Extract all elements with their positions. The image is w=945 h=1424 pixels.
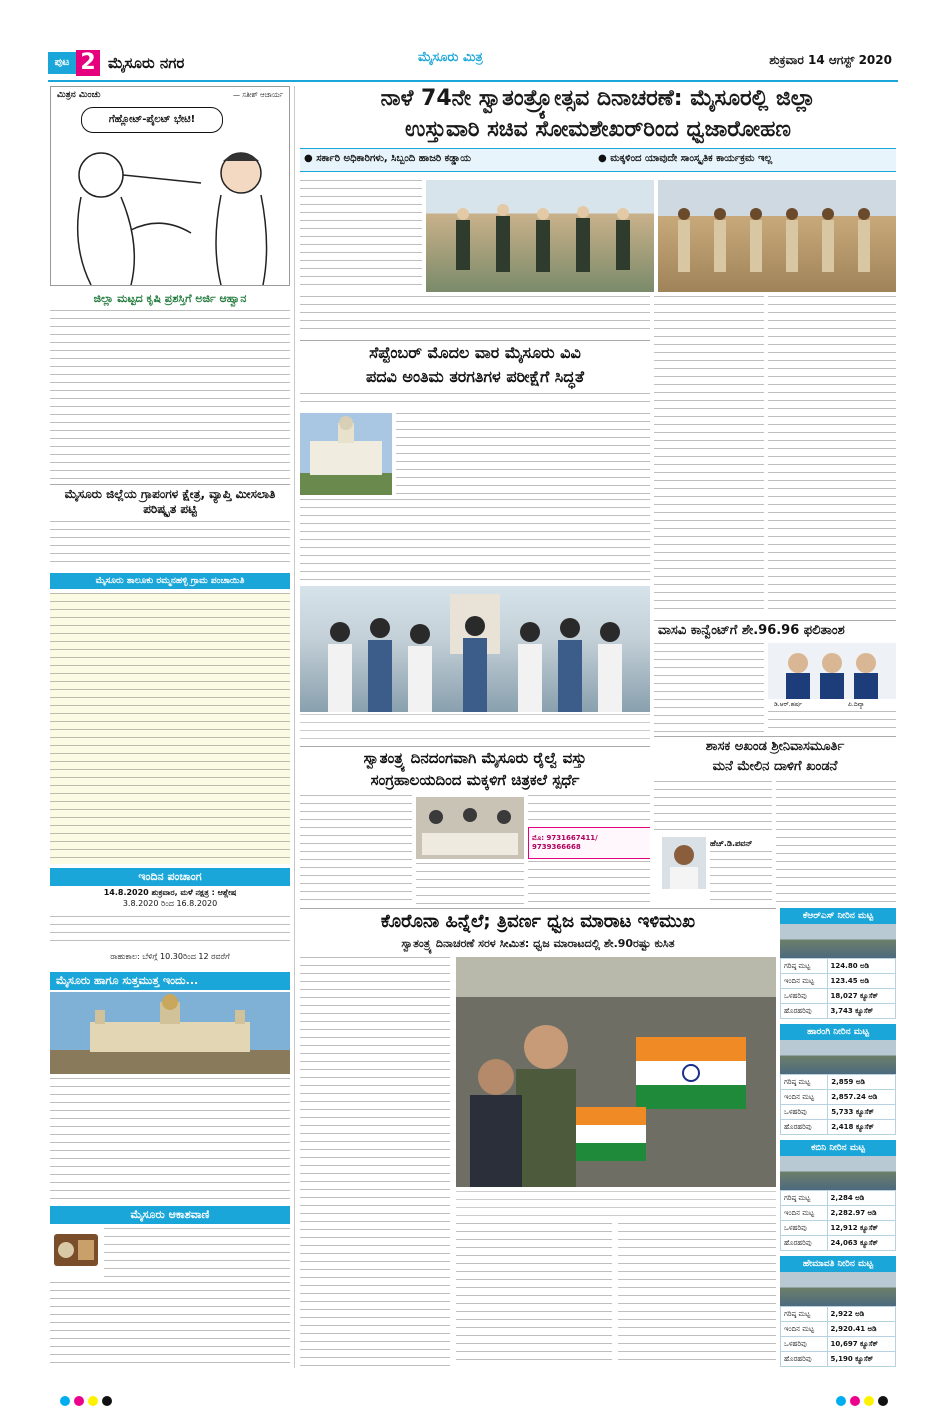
mla-article (654, 736, 896, 904)
group-photo-caption (300, 714, 650, 742)
dam-row (781, 1120, 896, 1135)
panchanga-date: 14.8.2020 ಶುಕ್ರವಾರ, ಮಳೆ ನಕ್ಷತ್ರ : ಆಶ್ಲೇಷ (103, 888, 237, 897)
dam-box (780, 1024, 896, 1136)
person-photo (662, 837, 706, 889)
panchanga-bar: ಇಂದಿನ ಪಂಚಾಂಗ (50, 868, 290, 886)
event-group-photo (300, 586, 650, 712)
rail-headline-line1: ಸ್ವಾತಂತ್ರ್ಯ ದಿನದಂಗವಾಗಿ ಮೈಸೂರು ರೈಲ್ವೆ ವಸ್ತು (363, 749, 587, 767)
dam-value: 2,284 ಅಡಿ (827, 1191, 895, 1206)
dam-value: 5,733 ಕ್ಯೂಸೆಕ್ (828, 1105, 896, 1120)
cartoon-drawing (51, 135, 289, 285)
cartoon-title: ಮಿತ್ರನ ಮಿಂಚು (57, 90, 101, 100)
dam-row (781, 1075, 896, 1090)
lead-headline-line1: ನಾಳೆ 74ನೇ ಸ್ವಾತಂತ್ರ್ಯೋತ್ಸವ ದಿನಾಚರಣೆ: ಮೈಸೂರಲ್ಲಿ ಜಿಲ್ಲಾ (380, 86, 816, 111)
dam-box (780, 1256, 896, 1368)
dam-label: ಇಂದಿನ ಮಟ್ಟ (781, 974, 828, 989)
radio-icon (52, 1230, 100, 1270)
dam-row (781, 1221, 896, 1236)
dam-label: ಹೊರಹರಿವು (781, 1120, 828, 1135)
contact-number: ಮೊ: 9731667411/ 9739366668 (532, 834, 598, 851)
dam-label: ಹೊರಹರಿವು (781, 1352, 828, 1367)
taluk-bar: ಮೈಸೂರು ತಾಲೂಕು ರಮ್ಮನಹಳ್ಳಿ ಗ್ರಾಮ ಪಂಚಾಯಿತಿ (50, 573, 290, 589)
dam-label: ಗರಿಷ್ಠ ಮಟ್ಟ (781, 1191, 828, 1206)
registration-mark (850, 1396, 860, 1406)
dam-value: 12,912 ಕ್ಯೂಸೆಕ್ (827, 1221, 895, 1236)
corona-subheadline: ಸ್ವಾತಂತ್ರ್ಯ ದಿನಾಚರಣೆ ಸರಳ ಸೀಮಿತ: ಧ್ವಜ ಮಾರಾಟದಲ್ಲಿ ಶೇ.90ರಷ್ಟು ಕುಸಿತ (401, 937, 675, 950)
lead-sub-right: ● ಮಕ್ಕಳಿಂದ ಯಾವುದೇ ಸಾಂಸ್ಕೃತಿಕ ಕಾರ್ಯಕ್ರಮ ಇಲ್ಲ (598, 153, 773, 164)
dam-value: 2,857.24 ಅಡಿ (828, 1090, 896, 1105)
dam-title: ಕೆಆರ್‌ಎಸ್ ನೀರಿನ ಮಟ್ಟ (780, 908, 896, 924)
left-column-rule (294, 86, 295, 1368)
lead-headline-block (300, 84, 896, 176)
radio-bar: ಮೈಸೂರು ಆಕಾಶವಾಣಿ (50, 1206, 290, 1224)
lead-body-top (300, 180, 422, 292)
dam-label: ಇಂದಿನ ಮಟ್ಟ (781, 1322, 828, 1337)
exam-headline-line1: ಸೆಪ್ಟೆಂಬರ್ ಮೊದಲ ವಾರ ಮೈಸೂರು ವಿವಿ (369, 343, 581, 362)
village-list-headline: ಮೈಸೂರು ಜಿಲ್ಲೆಯ ಗ್ರಾಪಂಗಳ ಕ್ಷೇತ್ರ, ವ್ಯಾಪ್ತಿ ಮೀಸಲಾತಿ ಪರಿಷ್ಕೃತ ಪಟ್ಟಿ (64, 487, 276, 516)
cartoon (50, 86, 290, 286)
dam-title: ಹೇಮಾವತಿ ನೀರಿನ ಮಟ್ಟ (780, 1256, 896, 1272)
dam-label: ಒಳಹರಿವು (781, 989, 828, 1004)
today-bar: ಮೈಸೂರು ಹಾಗೂ ಸುತ್ತಮುತ್ತ ಇಂದು... (50, 972, 290, 990)
dam-label: ಇಂದಿನ ಮಟ್ಟ (781, 1206, 828, 1221)
lead-subhead-bar (300, 148, 896, 172)
dam-title: ಹಾರಂಗಿ ನೀರಿನ ಮಟ್ಟ (780, 1024, 896, 1040)
rahukala: ರಾಹುಕಾಲ: ಬೆಳಿಗ್ಗೆ 10.30ರಿಂದ 12 ರವರೆಗೆ (110, 952, 230, 961)
rail-museum-article (300, 746, 650, 904)
panchanga (50, 868, 290, 968)
village-list-article (50, 484, 290, 864)
dam-value: 3,743 ಕ್ಯೂಸೆಕ್ (827, 1004, 895, 1019)
dam-value: 18,027 ಕ್ಯೂಸೆಕ್ (827, 989, 895, 1004)
registration-mark (60, 1396, 70, 1406)
dam-row (781, 1105, 896, 1120)
mla-headline-line2: ಮನೆ ಮೇಲಿನ ದಾಳಿಗೆ ಖಂಡನೆ (712, 759, 838, 774)
page-label: ಪುಟ (48, 52, 76, 74)
vasavi-headline: ವಾಸವಿ ಕಾನ್ವೆಂಟ್‌ಗೆ ಶೇ.96.96 ಫಲಿತಾಂಶ (658, 623, 845, 638)
person-caption: ಹೆಚ್.ಡಿ.ಪವನ್ (710, 839, 753, 848)
dam-value: 24,063 ಕ್ಯೂಸೆಕ್ (827, 1236, 895, 1251)
masthead-rule (48, 80, 898, 82)
dam-label: ಒಳಹರಿವು (781, 1337, 828, 1352)
registration-mark (864, 1396, 874, 1406)
police-parade-photo-2 (658, 180, 896, 292)
corona-article (300, 908, 776, 1368)
dam-row (781, 1337, 896, 1352)
dam-row (781, 1236, 896, 1251)
dam-row (781, 1090, 896, 1105)
lead-headline-line2: ಉಸ್ತುವಾರಿ ಸಚಿವ ಸೋಮಶೇಖರ್‌ರಿಂದ ಧ್ವಜಾರೋಹಣ (405, 117, 791, 142)
masthead (48, 48, 898, 78)
dam-value: 2,282.97 ಅಡಿ (827, 1206, 895, 1221)
page-number: 2 (76, 50, 100, 76)
dam-photo (780, 1040, 896, 1074)
dam-photo (780, 924, 896, 958)
dam-value: 5,190 ಕ್ಯೂಸೆಕ್ (827, 1352, 895, 1367)
dam-row (781, 1206, 896, 1221)
student-photos (768, 643, 896, 699)
vasavi-article (654, 620, 896, 732)
dam-value: 123.45 ಅಡಿ (827, 974, 895, 989)
dam-label: ಹೊರಹರಿವು (781, 1236, 828, 1251)
dam-panel (780, 908, 896, 1368)
dam-box (780, 1140, 896, 1252)
dam-label: ಗರಿಷ್ಠ ಮಟ್ಟ (781, 1307, 828, 1322)
dam-label: ಇಂದಿನ ಮಟ್ಟ (781, 1090, 828, 1105)
police-parade-photo-1 (426, 180, 654, 292)
dam-row (781, 959, 896, 974)
exam-article (300, 340, 650, 582)
dam-row (781, 1322, 896, 1337)
dam-label: ಗರಿಷ್ಠ ಮಟ್ಟ (781, 959, 828, 974)
dam-value: 2,922 ಅಡಿ (827, 1307, 895, 1322)
paper-name: ಮೈಸೂರು ಮಿತ್ರ (418, 50, 483, 65)
lead-body-right (654, 296, 764, 616)
dam-value: 10,697 ಕ್ಯೂಸೆಕ್ (827, 1337, 895, 1352)
dam-photo (780, 1156, 896, 1190)
dam-box (780, 908, 896, 1020)
rail-headline-line2: ಸಂಗ್ರಹಾಲಯದಿಂದ ಮಕ್ಕಳಿಗೆ ಚಿತ್ರಕಲೆ ಸ್ಪರ್ಧೆ (370, 771, 580, 789)
lead-sub-left: ● ಸರ್ಕಾರಿ ಅಧಿಕಾರಿಗಳು, ಸಿಬ್ಬಂದಿ ಹಾಜರಿ ಕಡ್ಡಾಯ (304, 153, 471, 164)
registration-mark (836, 1396, 846, 1406)
dam-label: ಒಳಹರಿವು (781, 1105, 828, 1120)
children-drawing-photo (416, 797, 524, 859)
corona-headline: ಕೊರೊನಾ ಹಿನ್ನೆಲೆ; ತ್ರಿವರ್ಣ ಧ್ವಜ ಮಾರಾಟ ಇಳಿಮುಖ (380, 911, 696, 932)
dam-label: ಹೊರಹರಿವು (781, 1004, 828, 1019)
cartoon-artist: — ಸತೀಶ್ ಆಚಾರ್ಯ (233, 91, 283, 99)
dam-label: ಒಳಹರಿವು (781, 1221, 828, 1236)
lead-body-middle (300, 296, 650, 336)
registration-mark (102, 1396, 112, 1406)
exam-headline-line2: ಪದವಿ ಅಂತಿಮ ತರಗತಿಗಳ ಪರೀಕ್ಷೆಗೆ ಸಿದ್ಧತೆ (365, 367, 585, 386)
dam-value: 2,859 ಅಡಿ (828, 1075, 896, 1090)
university-photo (300, 413, 392, 495)
bubble-text: ಗೆಹ್ಲೋಟ್-ಪೈಲಟ್ ಭೇಟಿ! (108, 114, 196, 125)
flag-sale-photo (456, 957, 776, 1187)
date-line: ಶುಕ್ರವಾರ 14 ಆಗಸ್ಟ್ 2020 (769, 53, 892, 67)
agri-award-article (50, 292, 290, 480)
registration-mark (88, 1396, 98, 1406)
dam-row (781, 1004, 896, 1019)
dam-value: 124.80 ಅಡಿ (827, 959, 895, 974)
dam-value: 2,418 ಕ್ಯೂಸೆಕ್ (828, 1120, 896, 1135)
palace-photo (50, 992, 290, 1074)
agri-award-headline: ಜಿಲ್ಲಾ ಮಟ್ಟದ ಕೃಷಿ ಪ್ರಶಸ್ತಿಗೆ ಅರ್ಜಿ ಆಹ್ವಾನ (93, 292, 247, 305)
student-name-2: ಪಿ.ದಿವ್ಯಾ (848, 701, 865, 708)
dam-row (781, 1307, 896, 1322)
dam-row (781, 974, 896, 989)
mysuru-today (50, 972, 290, 1202)
radio-schedule (50, 1206, 290, 1366)
dam-row (781, 1352, 896, 1367)
dam-value: 2,920.41 ಅಡಿ (827, 1322, 895, 1337)
dam-row (781, 989, 896, 1004)
dam-label: ಗರಿಷ್ಠ ಮಟ್ಟ (781, 1075, 828, 1090)
panchanga-range: 3.8.2020 ರಿಂದ 16.8.2020 (122, 899, 218, 908)
student-name-1: ಡಿ.ಆರ್.ಹರ್ಷ (774, 701, 803, 708)
registration-mark (74, 1396, 84, 1406)
dam-photo (780, 1272, 896, 1306)
registration-mark (878, 1396, 888, 1406)
dam-row (781, 1191, 896, 1206)
dam-title: ಕಬಿನಿ ನೀರಿನ ಮಟ್ಟ (780, 1140, 896, 1156)
section-name: ಮೈಸೂರು ನಗರ (108, 54, 185, 72)
speech-bubble (81, 107, 223, 133)
mla-headline-line1: ಶಾಸಕ ಅಖಂಡ ಶ್ರೀನಿವಾಸಮೂರ್ತಿ (705, 739, 845, 754)
lead-body-far-right (768, 296, 896, 616)
contact-box (528, 827, 650, 859)
